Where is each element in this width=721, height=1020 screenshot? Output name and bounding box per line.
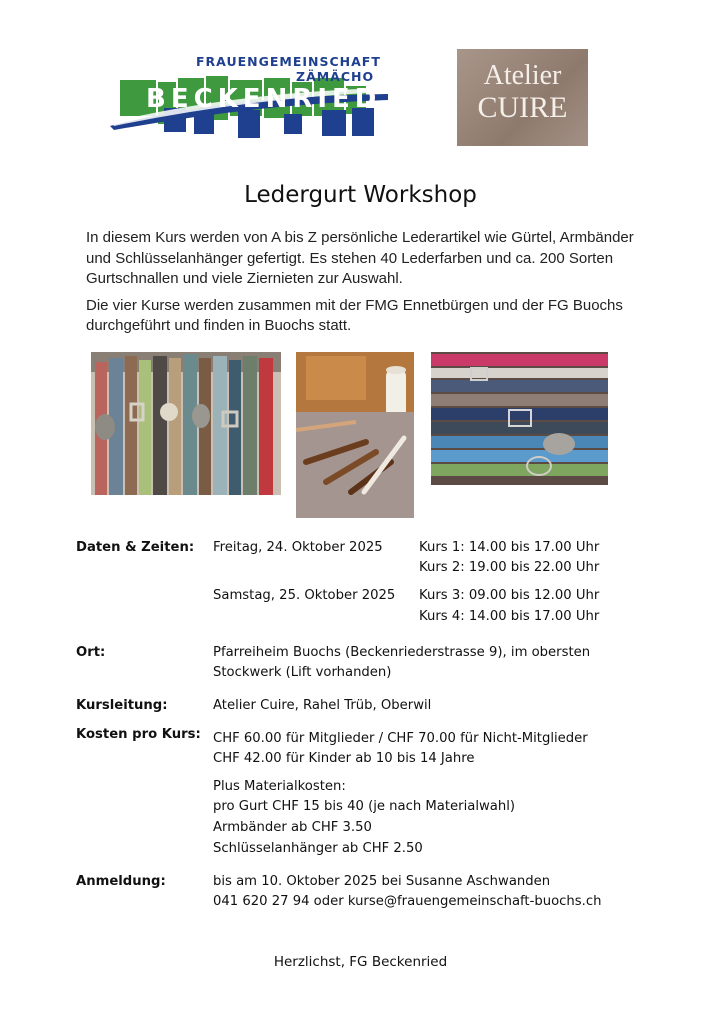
location-label: Ort: bbox=[76, 645, 106, 660]
photo-rolled-belts bbox=[431, 352, 608, 485]
course-1-time: Kurs 1: 14.00 bis 17.00 Uhr bbox=[419, 540, 600, 555]
atelier-logo-line1: Atelier bbox=[483, 60, 562, 91]
fg-beckenried-logo bbox=[108, 52, 390, 144]
fg-org-line2: ZÄMÄCHO bbox=[296, 69, 375, 84]
material-costs-title: Plus Materialkosten: bbox=[213, 779, 346, 794]
closing-greeting: Herzlichst, FG Beckenried bbox=[273, 954, 448, 970]
course-2-time: Kurs 2: 19.00 bis 22.00 Uhr bbox=[419, 560, 600, 575]
course-4-time: Kurs 4: 14.00 bis 17.00 Uhr bbox=[419, 609, 600, 624]
fg-org-line1: FRAUENGEMEINSCHAFT bbox=[196, 54, 381, 69]
costs-label: Kosten pro Kurs: bbox=[76, 727, 201, 742]
registration-label: Anmeldung: bbox=[76, 874, 166, 889]
atelier-logo-line2: CUIRE bbox=[477, 91, 568, 124]
material-cost-bracelet: Armbänder ab CHF 3.50 bbox=[213, 820, 372, 835]
registration-line-1: bis am 10. Oktober 2025 bei Susanne Aschwanden bbox=[213, 874, 551, 889]
photo-hanging-belts bbox=[91, 352, 281, 495]
intro-paragraph-2: Die vier Kurse werden zusammen mit der FMG Ennetbürgen und der FG Buochs durchgeführt und finden in Buochs statt. bbox=[86, 296, 623, 334]
instructor-label: Kursleitung: bbox=[76, 698, 168, 713]
instructor-value: Atelier Cuire, Rahel Trüb, Oberwil bbox=[213, 698, 432, 713]
atelier-cuire-logo bbox=[457, 49, 588, 146]
course-3-time: Kurs 3: 09.00 bis 12.00 Uhr bbox=[419, 588, 600, 603]
intro-text bbox=[86, 228, 646, 337]
location-line-1: Pfarreiheim Buochs (Beckenriederstrasse 9), im obersten bbox=[213, 645, 591, 660]
location-line-2: Stockwerk (Lift vorhanden) bbox=[213, 665, 392, 680]
intro-paragraph-1: In diesem Kurs werden von A bis Z persönliche Lederartikel wie Gürtel, Armbänder und Schlüsselanhänger gefertigt. Es stehen 40 Lederfarben und ca. 200 Sorten Gurtschnallen und viele Ziernieten zur Auswahl. bbox=[86, 229, 634, 287]
dates-label: Daten & Zeiten: bbox=[76, 540, 195, 555]
material-cost-keyring: Schlüsselanhänger ab CHF 2.50 bbox=[213, 841, 423, 856]
fg-logo-wordmark: BECKENRIED bbox=[146, 84, 382, 114]
date-saturday: Samstag, 25. Oktober 2025 bbox=[213, 588, 396, 603]
date-friday: Freitag, 24. Oktober 2025 bbox=[213, 540, 383, 555]
costs-line-1: CHF 60.00 für Mitglieder / CHF 70.00 für Nicht-Mitglieder bbox=[213, 731, 588, 746]
material-cost-belt: pro Gurt CHF 15 bis 40 (je nach Materialwahl) bbox=[213, 799, 516, 814]
costs-line-2: CHF 42.00 für Kinder ab 10 bis 14 Jahre bbox=[213, 751, 475, 766]
registration-line-2: 041 620 27 94 oder kurse@frauengemeinschaft-buochs.ch bbox=[213, 894, 602, 909]
photo-leather-tools bbox=[296, 352, 414, 518]
page-title: Ledergurt Workshop bbox=[244, 182, 477, 208]
